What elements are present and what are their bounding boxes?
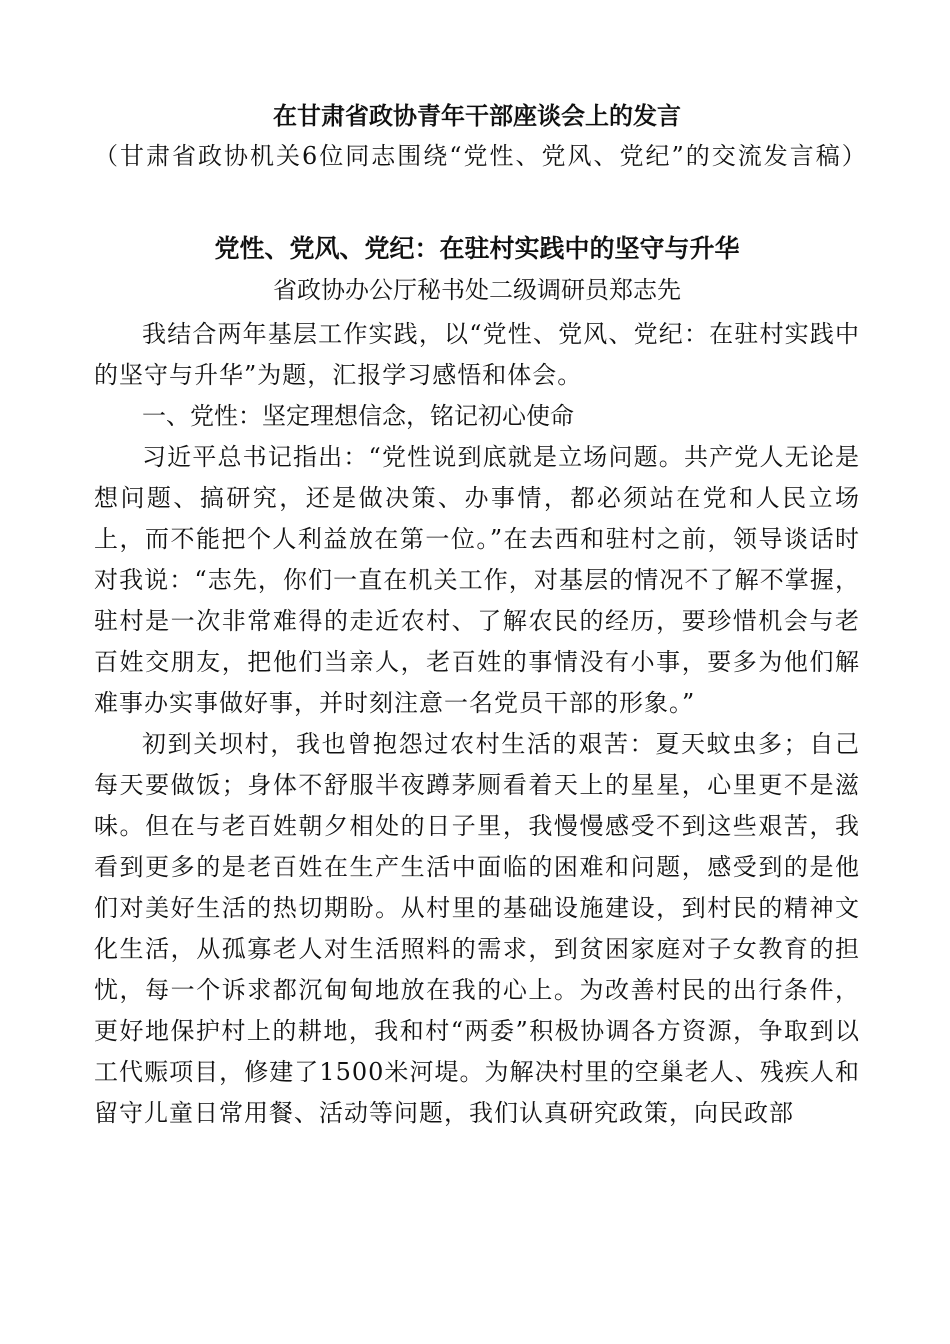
document-subtitle: （甘肃省政协机关6位同志围绕“党性、党风、党纪”的交流发言稿） — [94, 142, 868, 170]
section-title: 党性、党风、党纪：在驻村实践中的坚守与升华 — [214, 234, 740, 263]
spacer — [94, 176, 860, 228]
document-title: 在甘肃省政协青年干部座谈会上的发言 — [273, 101, 681, 130]
section-heading-1: 一、党性：坚定理想信念，铭记初心使命 — [142, 402, 574, 430]
author-line: 省政协办公厅秘书处二级调研员郑志先 — [273, 276, 681, 304]
intro-paragraph: 我结合两年基层工作实践，以“党性、党风、党纪：在驻村实践中的坚守与升华”为题，汇报学习感悟和体会。 — [94, 320, 860, 389]
body-paragraph-1: 习近平总书记指出：“党性说到底就是立场问题。共产党人无论是想问题、搞研究，还是做决策、办事情，都必须站在党和人民立场上，而不能把个人利益放在第一位。”在去西和驻村之前，领导谈话时对我说：“志先，你们一直在机关工作，对基层的情况不了解不掌握，驻村是一次非常难得的走近农村、了解农民的经历，要珍惜机会与老百姓交朋友，把他们当亲人，老百姓的事情没有小事，要多为他们解难事办实事做好事，并时刻注意一名党员干部的形象。” — [94, 443, 860, 717]
body-paragraph-2: 初到关坝村，我也曾抱怨过农村生活的艰苦：夏天蚊虫多；自己每天要做饭；身体不舒服半夜蹲茅厕看着天上的星星，心里更不是滋味。但在与老百姓朝夕相处的日子里，我慢慢感受不到这些艰苦，我看到更多的是老百姓在生产生活中面临的困难和问题，感受到的是他们对美好生活的热切期盼。从村里的基础设施建设，到村民的精神文化生活，从孤寡老人对生活照料的需求，到贫困家庭对子女教育的担忧，每一个诉求都沉甸甸地放在我的心上。为改善村民的出行条件，更好地保护村上的耕地，我和村“两委”积极协调各方资源，争取到以工代赈项目，修建了1500米河堤。为解决村里的空巢老人、残疾人和留守儿童日常用餐、活动等问题，我们认真研究政策，向民政部 — [94, 730, 860, 1127]
document-page — [94, 96, 868, 1134]
